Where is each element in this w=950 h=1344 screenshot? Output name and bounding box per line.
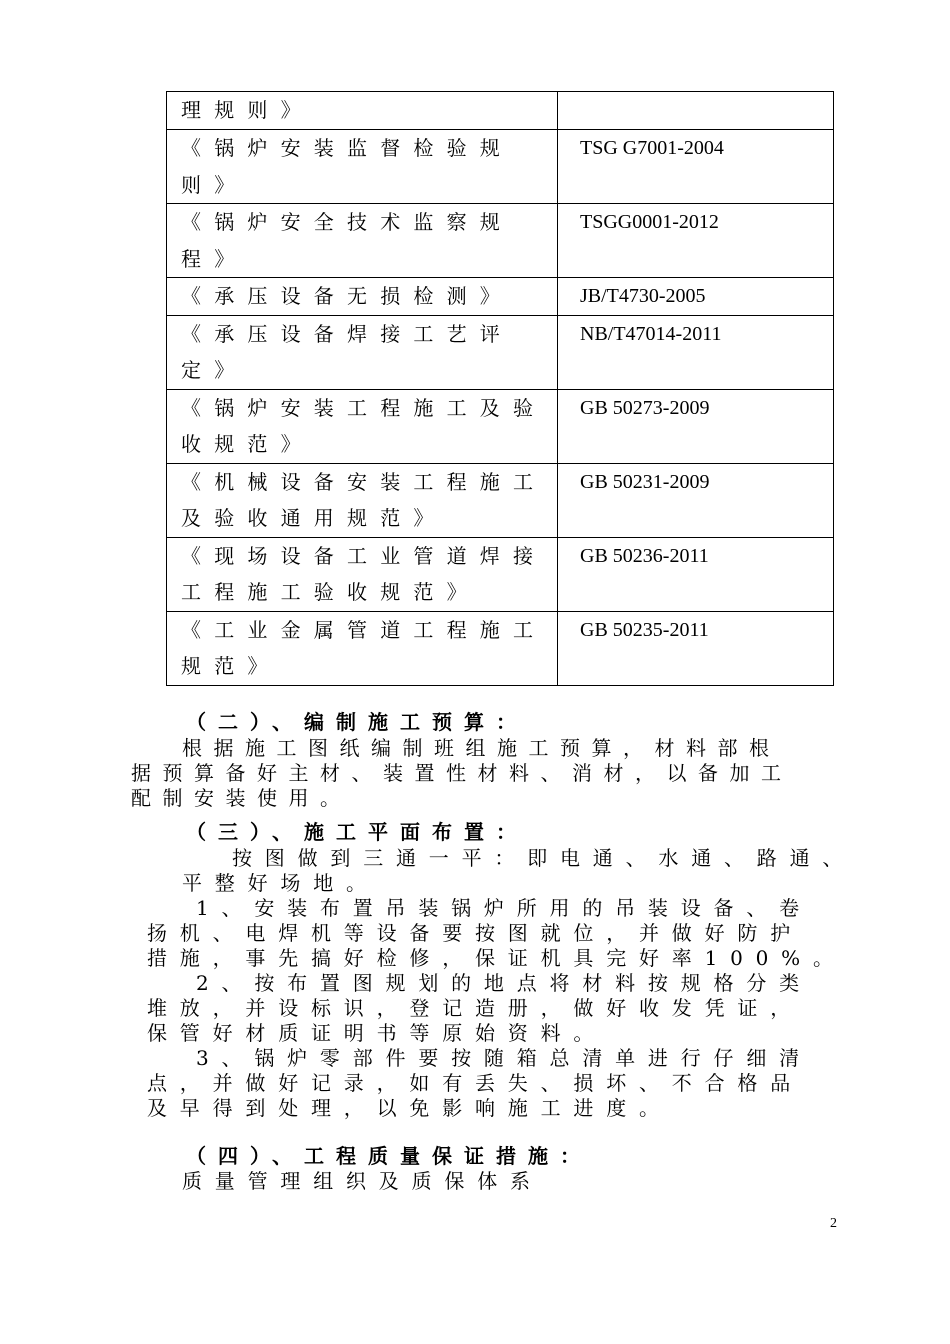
paragraph-line: 扬机、电焊机等设备要按图就位，并做好防护 (147, 921, 803, 945)
standard-code: JB/T4730-2005 (558, 278, 834, 316)
paragraph-line: 保管好材质证明书等原始资料。 (147, 1021, 607, 1045)
standard-name: 《承压设备焊接工艺评定》 (167, 315, 558, 389)
table-row (167, 389, 834, 463)
table-row (167, 204, 834, 278)
section-heading-budget: （二）、编制施工预算： (186, 710, 528, 734)
standard-name: 理规则》 (167, 92, 558, 130)
paragraph-line: 1、安装布置吊装锅炉所用的吊装设备、卷 (196, 896, 812, 920)
standard-code: TSGG0001-2012 (558, 204, 834, 278)
standard-name: 《锅炉安全技术监察规程》 (167, 204, 558, 278)
standard-name: 《锅炉安装监督检验规则》 (167, 130, 558, 204)
standard-code: GB 50235-2011 (558, 611, 834, 685)
table-row (167, 537, 834, 611)
standard-code: GB 50231-2009 (558, 463, 834, 537)
paragraph-line: 根据施工图纸编制班组施工预算，材料部根 (182, 736, 781, 760)
standard-code: TSG G7001-2004 (558, 130, 834, 204)
page-number: 2 (830, 1216, 837, 1231)
paragraph-line: 3、锅炉零部件要按随箱总清单进行仔细清 (196, 1046, 812, 1070)
paragraph-line: 及早得到处理，以免影响施工进度。 (147, 1096, 672, 1120)
standard-code: GB 50236-2011 (558, 537, 834, 611)
table-row (167, 611, 834, 685)
paragraph-line: 质量管理组织及质保体系 (182, 1169, 543, 1193)
standard-name: 《锅炉安装工程施工及验收规范》 (167, 389, 558, 463)
standard-name: 《工业金属管道工程施工规范》 (167, 611, 558, 685)
standard-name: 《机械设备安装工程施工及验收通用规范》 (167, 463, 558, 537)
paragraph-line: 2、按布置图规划的地点将材料按规格分类 (196, 971, 812, 995)
standard-code (558, 92, 834, 130)
paragraph-line: 措施，事先搞好检修，保证机具完好率100%。 (147, 946, 846, 970)
paragraph-line: 按图做到三通一平：即电通、水通、路通、 (232, 846, 856, 870)
table-row (167, 315, 834, 389)
standards-table (166, 91, 834, 686)
table-row (167, 278, 834, 316)
paragraph-line: 据预算备好主材、装置性材料、消材，以备加工 (131, 761, 793, 785)
section-heading-layout: （三）、施工平面布置： (186, 820, 528, 844)
table-row (167, 92, 834, 130)
paragraph-line: 堆放，并设标识，登记造册，做好收发凭证， (147, 996, 803, 1020)
standard-name: 《承压设备无损检测》 (167, 278, 558, 316)
table-row (167, 463, 834, 537)
paragraph-line: 点，并做好记录，如有丢失、损坏、不合格品 (147, 1071, 803, 1095)
paragraph-line: 配制安装使用。 (131, 786, 352, 810)
standard-name: 《现场设备工业管道焊接工程施工验收规范》 (167, 537, 558, 611)
section-heading-quality: （四）、工程质量保证措施： (186, 1144, 592, 1168)
standard-code: GB 50273-2009 (558, 389, 834, 463)
table-row (167, 130, 834, 204)
standard-code: NB/T47014-2011 (558, 315, 834, 389)
paragraph-line: 平整好场地。 (182, 871, 379, 895)
